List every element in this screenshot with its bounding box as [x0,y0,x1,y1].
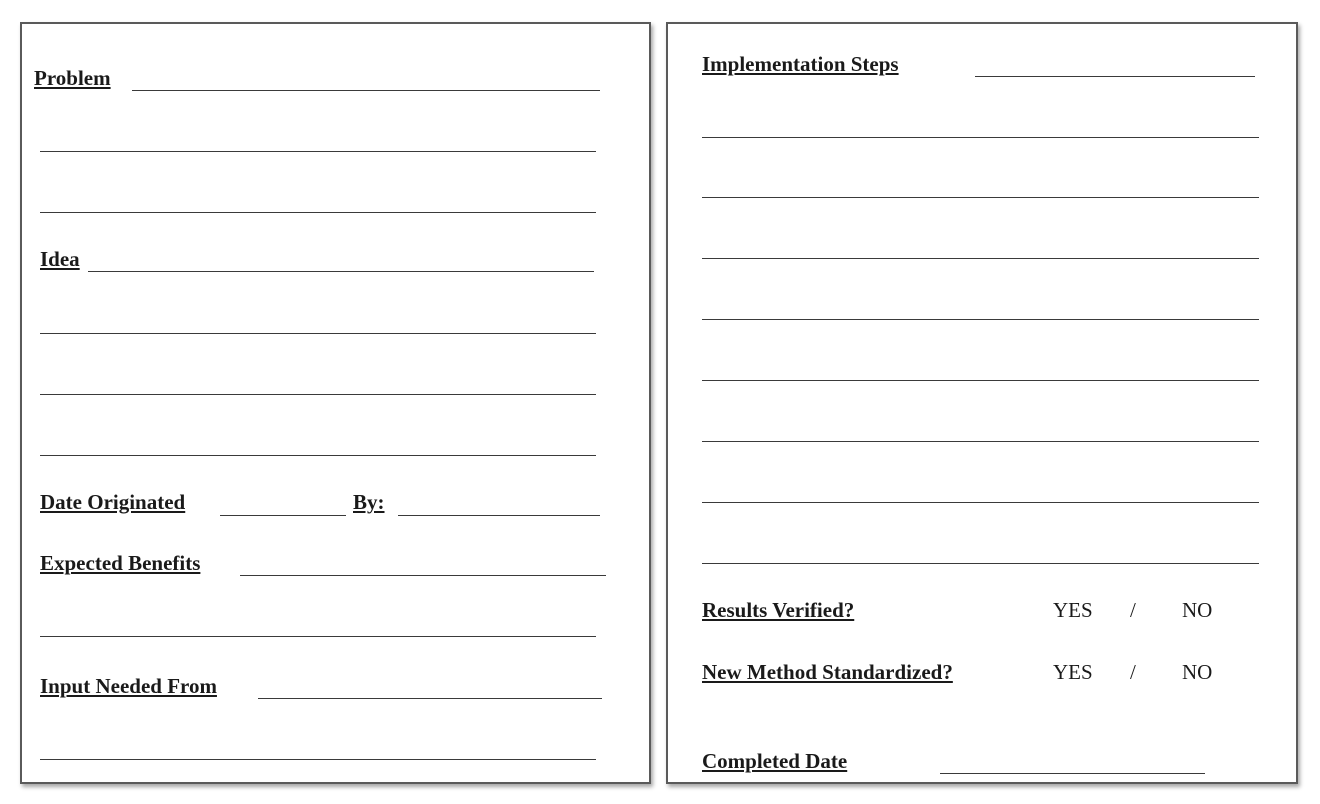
results-verified-yes[interactable]: YES [1053,598,1093,622]
right-form-panel [666,22,1298,784]
implementation-step-line[interactable] [702,380,1259,381]
expected-benefits-label: Expected Benefits [40,551,201,575]
new-method-no[interactable]: NO [1182,660,1213,684]
implementation-step-line[interactable] [702,441,1259,442]
implementation-field-line[interactable] [975,76,1255,77]
implementation-step-line[interactable] [702,502,1259,503]
results-verified-slash: / [1130,598,1136,622]
input-needed-field-2[interactable] [40,759,596,760]
left-form-panel [20,22,651,784]
date-originated-label: Date Originated [40,490,186,514]
input-needed-field[interactable] [258,698,602,699]
completed-date-field[interactable] [940,773,1205,774]
problem-field-line-2[interactable] [40,151,596,152]
expected-benefits-field-2[interactable] [40,636,596,637]
problem-field-line[interactable] [132,90,600,91]
implementation-steps-label: Implementation Steps [702,52,899,76]
input-needed-label: Input Needed From [40,674,217,698]
results-verified-label: Results Verified? [702,598,855,622]
implementation-step-line[interactable] [702,258,1259,259]
completed-date-label: Completed Date [702,749,848,773]
new-method-slash: / [1130,660,1136,684]
implementation-step-line[interactable] [702,197,1259,198]
implementation-step-line[interactable] [702,563,1259,564]
new-method-label: New Method Standardized? [702,660,953,684]
idea-field-line-2[interactable] [40,333,596,334]
implementation-step-line[interactable] [702,319,1259,320]
problem-label: Problem [34,66,111,90]
implementation-step-line[interactable] [702,137,1259,138]
expected-benefits-field[interactable] [240,575,606,576]
problem-field-line-3[interactable] [40,212,596,213]
by-label: By: [353,490,385,514]
results-verified-no[interactable]: NO [1182,598,1213,622]
idea-field-line-4[interactable] [40,455,596,456]
idea-field-line[interactable] [88,271,594,272]
new-method-yes[interactable]: YES [1053,660,1093,684]
date-originated-field[interactable] [220,515,346,516]
idea-label: Idea [40,247,80,271]
idea-field-line-3[interactable] [40,394,596,395]
by-field[interactable] [398,515,600,516]
